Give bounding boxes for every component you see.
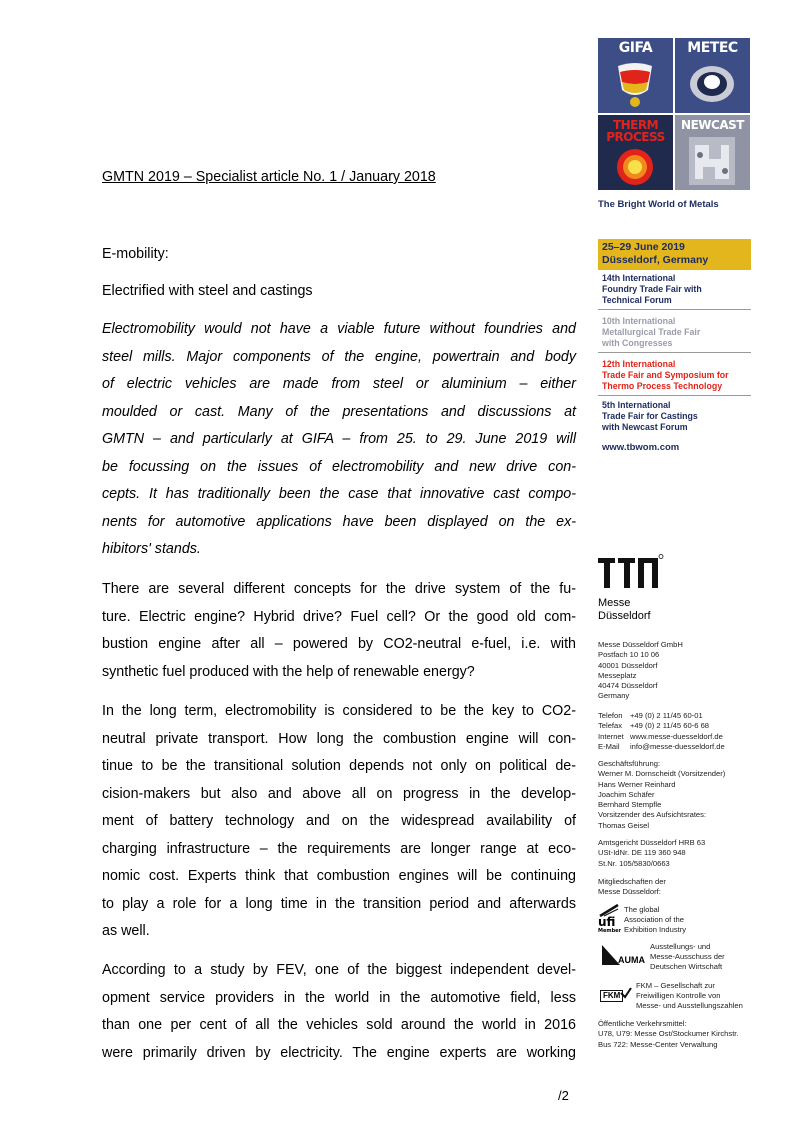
text-line: of electric vehicles are made from steel or aluminium – either: [102, 376, 576, 392]
text-line: There are several different concepts for the drive system of the fu-: [102, 581, 576, 597]
metec-tile: [675, 38, 750, 113]
fair-line: with Congresses: [602, 338, 673, 348]
transport-line: Bus 722: Messe-Center Verwaltung: [598, 1039, 718, 1049]
assoc-line: Messe- und Ausstellungszahlen: [636, 1001, 743, 1010]
text-line: bustion engine after all – powered by CO2-neutral e-fuel, i.e. with: [102, 636, 576, 652]
fair-metec: [598, 316, 751, 349]
management-line: Hans Werner Reinhard: [598, 779, 676, 789]
management-line: Vorsitzender des Aufsichtsrates:: [598, 810, 707, 820]
association-auma: [598, 941, 751, 973]
fair-line: 5th International: [602, 400, 671, 410]
assoc-line: Messe-Ausschuss der: [650, 952, 725, 961]
association-ufi: [598, 903, 751, 937]
fair-line: with Newcast Forum: [602, 422, 688, 432]
contact-label: Internet: [598, 731, 624, 741]
fair-line: 12th International: [602, 359, 676, 369]
gifa-tile: [598, 38, 673, 113]
fax-value: +49 (0) 2 11/45 60-6 68: [630, 721, 710, 731]
assoc-line: Exhibition Industry: [624, 925, 687, 934]
public-transport-info: [598, 1019, 739, 1050]
event-dates: 25–29 June 2019: [602, 241, 685, 253]
company-name-line: Messe: [598, 597, 631, 609]
divider: [598, 309, 751, 310]
fair-line: Metallurgical Trade Fair: [602, 327, 701, 337]
text-line: GMTN – and particularly at GIFA – from 25. to 29. June 2019 will: [102, 431, 576, 447]
fair-thermprocess: [598, 359, 751, 392]
heat-icon: [598, 115, 673, 190]
transport-line: U78, U79: Messe Ost/Stockumer Kirchstr.: [598, 1029, 739, 1039]
management-line: Thomas Geisel: [598, 820, 650, 830]
company-management: [598, 759, 725, 831]
contact-label: Telefax: [598, 721, 623, 731]
divider: [598, 395, 751, 396]
address-line: 40001 Düsseldorf: [598, 660, 658, 670]
text-line: cepts. It has traditionally been the case that innovative cast compo-: [102, 486, 576, 502]
text-line: According to a study by FEV, one of the biggest independent devel-: [102, 962, 576, 978]
address-line: Germany: [598, 691, 630, 701]
management-line: Bernhard Stempfle: [598, 800, 662, 810]
text-line: neutral private transport. How long the combustion engine will con-: [102, 730, 576, 747]
address-line: Messe Düsseldorf GmbH: [598, 640, 683, 649]
text-line: Electromobility would not have a viable future without foundries and: [102, 321, 576, 337]
body-paragraph: [102, 698, 576, 946]
fair-gifa: [598, 273, 751, 306]
ufi-mark: ufi: [598, 915, 616, 929]
management-line: Joachim Schäfer: [598, 789, 655, 799]
memberships-line: Mitgliedschaften der: [598, 877, 666, 886]
ufi-description: [624, 905, 686, 935]
ladle-icon: [598, 38, 673, 113]
text-line: In the long term, electromobility is considered to be the key to CO2-: [102, 703, 576, 719]
text-line: nents for automotive applications have been displayed on the ex-: [102, 513, 576, 530]
text-line: nomic cost. Experts think that combustion engines will be continuing: [102, 868, 576, 884]
fkm-description: [636, 981, 743, 1011]
event-website-link[interactable]: www.tbwom.com: [602, 442, 680, 453]
text-line: moulded or cast. Many of the presentations and discussions at: [102, 403, 576, 420]
body-paragraph: [102, 576, 576, 686]
metec-label: METEC: [687, 40, 738, 56]
text-line: as well.: [102, 923, 150, 939]
text-line: were primarily driven by electricity. The engine experts are working: [102, 1044, 576, 1061]
contact-label: Telefon: [598, 711, 623, 720]
association-fkm: [598, 980, 751, 1012]
assoc-line: Ausstellungs- und: [650, 942, 711, 951]
address-line: Messeplatz: [598, 670, 637, 680]
ufi-logo: [598, 903, 622, 934]
memberships-heading: [598, 877, 666, 898]
divider: [598, 352, 751, 353]
company-name-line: Düsseldorf: [598, 610, 651, 622]
text-line: charging infrastructure – the requirements are longer range at eco-: [102, 840, 576, 857]
fair-line: 10th International: [602, 316, 676, 326]
page-continuation-marker: /2: [558, 1088, 569, 1103]
email-link[interactable]: info@messe-duesseldorf.de: [630, 741, 725, 751]
gifa-metec-logo: [598, 38, 751, 190]
newcast-tile: [675, 115, 750, 190]
ufi-member-label: Member: [598, 928, 622, 934]
company-contacts: [598, 711, 725, 752]
gifa-label: GIFA: [618, 40, 653, 56]
messe-duesseldorf-logo-icon: [598, 554, 664, 592]
assoc-line: Freiwilligen Kontrolle von: [636, 991, 721, 1000]
fair-line: Technical Forum: [602, 295, 672, 305]
company-address: [598, 640, 683, 702]
text-line: hibitors' stands.: [102, 541, 201, 557]
fair-line: 14th International: [602, 273, 676, 283]
fair-newcast: [598, 400, 751, 433]
assoc-line: Association of the: [624, 915, 684, 924]
auma-mark: AUMA: [618, 955, 645, 965]
text-line: steel mills. Major components of the engine, powertrain and body: [102, 348, 576, 365]
fair-line: Trade Fair for Castings: [602, 411, 698, 421]
address-line: 40474 Düsseldorf: [598, 681, 658, 691]
text-line: synthetic fuel produced with the help of renewable energy?: [102, 663, 475, 680]
text-line: be focussing on the issues of electromobility and new drive con-: [102, 458, 576, 475]
text-line: ment of battery technology and on the widespread availability of: [102, 813, 576, 829]
event-place: Düsseldorf, Germany: [602, 254, 709, 266]
thermprocess-tile: [598, 115, 673, 190]
text-line: than one per cent of all the vehicles sold around the world in 2016: [102, 1017, 576, 1033]
thermprocess-label: THERM PROCESS: [606, 118, 665, 144]
registry-line: St.Nr. 105/5830/0663: [598, 858, 670, 868]
checkmark-icon: [620, 987, 632, 999]
document-title: GMTN 2019 – Specialist article No. 1 / January 2018: [102, 169, 436, 185]
article-headline: Electrified with steel and castings: [102, 283, 313, 299]
text-line: ture. Electric engine? Hybrid drive? Fuel cell? Or the good old com-: [102, 608, 576, 625]
fair-line: Foundry Trade Fair with: [602, 284, 702, 294]
fkm-mark: FKM: [600, 990, 623, 1002]
auma-description: [650, 942, 725, 972]
text-line: cision-makers but also and above all on progress in the develop-: [102, 785, 576, 802]
memberships-line: Messe Düsseldorf:: [598, 887, 661, 897]
article-kicker: E-mobility:: [102, 246, 169, 262]
company-registry: [598, 838, 705, 869]
event-date-banner: [598, 239, 751, 270]
converter-icon: [675, 38, 750, 113]
website-link[interactable]: www.messe-duesseldorf.de: [630, 731, 723, 741]
address-line: Postfach 10 10 06: [598, 650, 660, 660]
contact-label: E-Mail: [598, 741, 620, 751]
transport-line: Öffentliche Verkehrsmittel:: [598, 1019, 687, 1028]
newcast-label: NEWCAST: [681, 118, 744, 132]
management-line: Werner M. Dornscheidt (Vorsitzender): [598, 769, 726, 779]
body-paragraph: [102, 957, 576, 1067]
text-line: tinue to be the transitional solution depends not only on political de-: [102, 758, 576, 774]
text-line: to play a role for a long time in the transition period and afterwards: [102, 895, 576, 912]
phone-value: +49 (0) 2 11/45 60-01: [630, 711, 703, 720]
registry-line: USt-IdNr. DE 119 360 948: [598, 848, 686, 858]
management-line: Geschäftsführung:: [598, 759, 661, 768]
fair-line: Thermo Process Technology: [602, 381, 723, 391]
casting-icon: [675, 115, 750, 190]
text-line: opment service providers in the world in the automotive field, less: [102, 989, 576, 1006]
logo-tagline: The Bright World of Metals: [598, 199, 719, 210]
assoc-line: The global: [624, 905, 660, 914]
registry-line: Amtsgericht Düsseldorf HRB 63: [598, 838, 706, 847]
company-name: [598, 597, 651, 623]
assoc-line: Deutschen Wirtschaft: [650, 962, 723, 971]
assoc-line: FKM – Gesellschaft zur: [636, 981, 715, 990]
fair-line: Trade Fair and Symposium for: [602, 370, 729, 380]
lead-paragraph: [102, 316, 576, 564]
